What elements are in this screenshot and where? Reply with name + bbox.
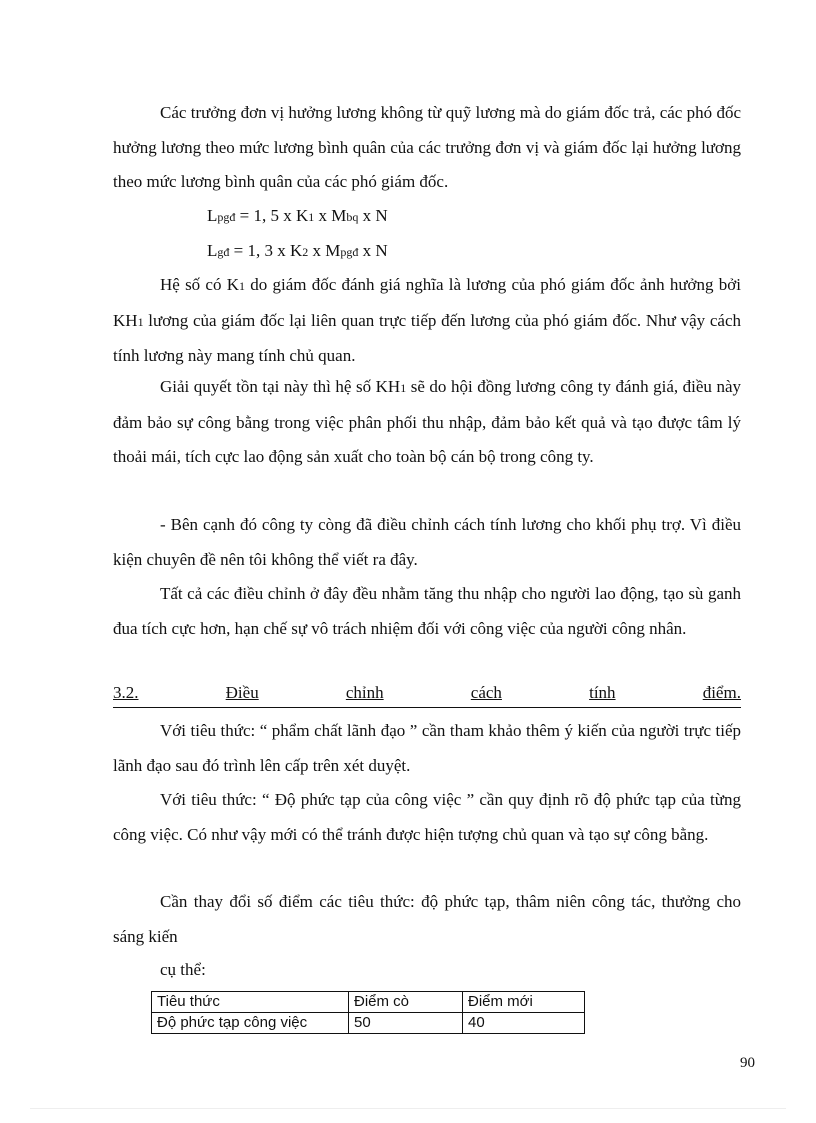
paragraph-5 [113, 577, 741, 646]
section-heading: 3.2. Điều chỉnh cách tính điểm. [113, 683, 741, 708]
paragraph-7 [113, 783, 741, 852]
page-number: 90 [740, 1055, 755, 1071]
paragraph-4-text: - Bên cạnh đó công ty còng đã điều chỉnh cách tính lương cho khối phụ trợ. Vì điều kiện chuyên đề nên tôi không thể viết ra đây. [113, 515, 741, 569]
table-cell: 40 [463, 1013, 585, 1034]
table-header-cell: Tiêu thức [152, 992, 349, 1013]
formula-1: Lpgđ = 1, 5 x K1 x Mbq x N [207, 206, 388, 225]
formula-2: Lgđ = 1, 3 x K2 x Mpgđ x N [207, 241, 388, 260]
table-header-row [152, 992, 585, 1013]
table-header-cell: Điểm cò [349, 992, 463, 1013]
paragraph-1-text: Các trưởng đơn vị hưởng lương không từ quỹ lương mà do giám đốc trả, các phó đốc hưởng lương theo mức lương bình quân của các trưởng đơn vị và giám đốc lại hưởng lương theo mức lương bình quân của các phó giám đốc. [113, 103, 741, 192]
paragraph-1 [113, 96, 741, 200]
paragraph-7-text: Với tiêu thức: “ Độ phức tạp của công việc ” cần quy định rõ độ phức tạp của từng công việc. Có như vậy mới có thể tránh được hiện tượng chủ quan và tạo sự công bằng. [113, 790, 741, 844]
paragraph-5-text: Tất cả các điều chỉnh ở đây đều nhằm tăng thu nhập cho người lao động, tạo sù ganh đua tích cực hơn, hạn chế sự vô trách nhiệm đối với công việc của người công nhân. [113, 584, 741, 638]
paragraph-4 [113, 508, 741, 577]
paragraph-6 [113, 714, 741, 783]
paragraph-9 [113, 953, 741, 988]
paragraph-9-text: cụ thể: [160, 960, 206, 979]
points-table [151, 991, 585, 1034]
table-row [152, 1013, 585, 1034]
paragraph-8-text: Cần thay đổi số điểm các tiêu thức: độ phức tạp, thâm niên công tác, thưởng cho sáng kiến [113, 892, 741, 946]
paragraph-2: Hệ số có K1 do giám đốc đánh giá nghĩa là lương của phó giám đốc ảnh hưởng bởi KH1 lương của giám đốc lại liên quan trực tiếp đến lương của phó giám đốc. Như vậy cách tính lương này mang tính chủ quan. [113, 275, 741, 366]
table-header-cell: Điểm mới [463, 992, 585, 1013]
table-cell: Độ phức tạp công việc [152, 1013, 349, 1034]
paragraph-6-text: Với tiêu thức: “ phẩm chất lãnh đạo ” cần tham khảo thêm ý kiến của người trực tiếp lãnh đạo sau đó trình lên cấp trên xét duyệt. [113, 721, 741, 775]
page-footer-divider [30, 1108, 786, 1109]
paragraph-8 [113, 885, 741, 954]
table-cell: 50 [349, 1013, 463, 1034]
paragraph-3: Giải quyết tồn tại này thì hệ số KH1 sẽ do hội đồng lương công ty đánh giá, điều này đảm bảo sự công bằng trong việc phân phối thu nhập, đảm bảo kết quả và tạo được tâm lý thoải mái, tích cực lao động sản xuất cho toàn bộ cán bộ trong công ty. [113, 377, 741, 467]
